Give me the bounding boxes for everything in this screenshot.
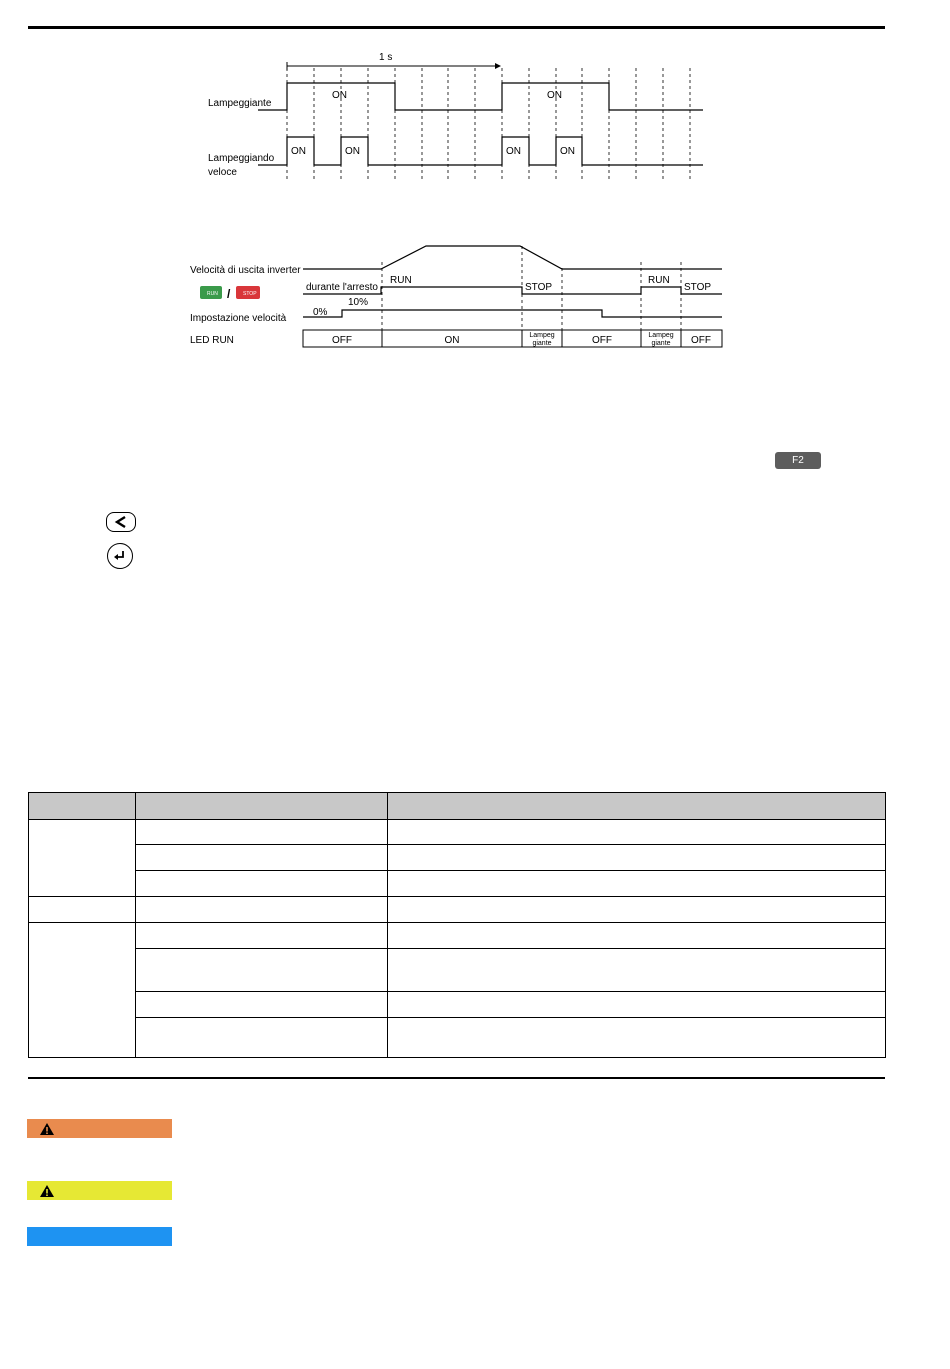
table-group-cell [29, 897, 136, 923]
led-blink-label-1: Lampeg [648, 332, 674, 339]
stop-label: STOP [684, 282, 712, 293]
on-label: ON [547, 90, 562, 101]
table-cell [388, 992, 886, 1018]
led-blink-label-2: giante [651, 340, 671, 347]
f2-key-icon: F2 [775, 452, 821, 469]
time-label: 1 s [379, 52, 393, 63]
stop-label: STOP [525, 282, 553, 293]
pct-10-label: 10% [348, 297, 369, 308]
output-speed-label: Velocità di uscita inverter [190, 265, 301, 276]
on-label: ON [291, 146, 306, 157]
table-cell [388, 845, 886, 871]
table-group-cell [29, 923, 136, 1058]
table-row [29, 871, 886, 897]
table-cell [388, 949, 886, 992]
svg-text:STOP: STOP [243, 291, 257, 297]
row-label-blinking: Lampeggiante [208, 98, 272, 109]
led-blink-label-1: Lampeg [529, 332, 555, 339]
key-separator: / [227, 287, 231, 301]
table-row [29, 820, 886, 845]
table-header-cell [136, 793, 388, 820]
table-cell [388, 820, 886, 845]
table-cell [136, 871, 388, 897]
table-header-cell [388, 793, 886, 820]
row-label-fast-1: Lampeggiando [208, 153, 275, 164]
table-row [29, 897, 886, 923]
table-cell [136, 897, 388, 923]
on-label: ON [560, 146, 575, 157]
svg-text:RUN: RUN [207, 291, 218, 297]
warning-triangle-icon [39, 1122, 55, 1136]
enter-key-icon [107, 543, 133, 569]
table-row [29, 992, 886, 1018]
warning-signal-bar [27, 1119, 172, 1138]
table-header-row [29, 793, 886, 820]
led-on-label: ON [444, 335, 460, 346]
parameter-table [28, 792, 886, 1058]
speed-setting-label: Impostazione velocità [190, 313, 287, 324]
on-label: ON [345, 146, 360, 157]
table-row [29, 949, 886, 992]
during-stop-label: durante l'arresto [306, 282, 378, 293]
table-cell [388, 871, 886, 897]
led-off-label: OFF [691, 335, 711, 346]
section-rule [28, 1077, 885, 1079]
on-label: ON [506, 146, 521, 157]
speed-setting-wave [303, 310, 722, 317]
table-row [29, 1018, 886, 1058]
table-cell [388, 897, 886, 923]
table-cell [136, 1018, 388, 1058]
led-off-label: OFF [332, 335, 352, 346]
caution-signal-bar [27, 1181, 172, 1200]
table-cell [388, 923, 886, 949]
table-cell [136, 923, 388, 949]
led-off-label: OFF [592, 335, 612, 346]
table-row [29, 923, 886, 949]
table-row [29, 845, 886, 871]
table-header-cell [29, 793, 136, 820]
notice-signal-bar [27, 1227, 172, 1246]
row-label-fast-2: veloce [208, 167, 237, 178]
run-label: RUN [390, 275, 412, 286]
left-arrow-key-icon [106, 512, 136, 532]
table-cell [136, 845, 388, 871]
led-run-label: LED RUN [190, 335, 234, 346]
table-cell [388, 1018, 886, 1058]
led-blink-label-2: giante [532, 340, 552, 347]
stop-key-icon [236, 286, 260, 299]
table-cell [136, 992, 388, 1018]
caution-triangle-icon [39, 1184, 55, 1198]
run-led-diagram [0, 0, 950, 360]
run-label: RUN [648, 275, 670, 286]
table-cell [136, 820, 388, 845]
on-label: ON [332, 90, 347, 101]
table-group-cell [29, 820, 136, 897]
table-cell [136, 949, 388, 992]
run-key-icon [200, 286, 222, 299]
output-speed-wave [303, 246, 722, 269]
pct-0-label: 0% [313, 307, 328, 318]
